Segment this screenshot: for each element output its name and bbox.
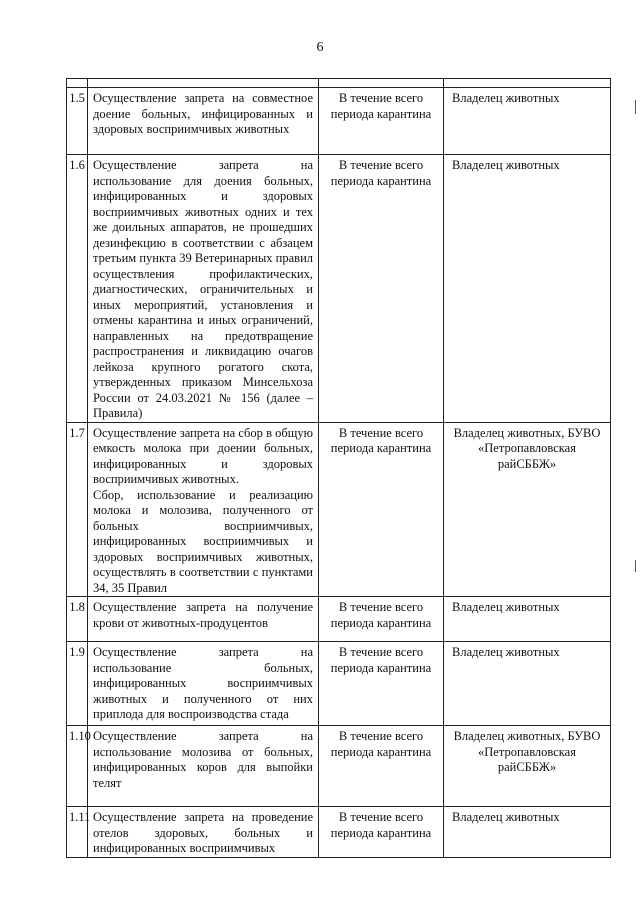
measure-text: Осуществление запрета на получение крови от животных-продуцентов xyxy=(88,597,319,642)
measure-text: Осуществление запрета на проведение отелов здоровых, больных и инфицированных восприимчивых xyxy=(88,807,319,858)
measure-responsible: Владелец животных xyxy=(444,597,611,642)
measure-responsible: Владелец животных, БУВО «Петропавловская райСББЖ» xyxy=(444,422,611,597)
row-number: 1.10 xyxy=(67,726,88,807)
spacer-cell xyxy=(88,79,319,88)
spacer-cell xyxy=(444,79,611,88)
measure-term: В течение всего периода карантина xyxy=(319,155,444,423)
row-number: 1.7 xyxy=(67,422,88,597)
row-number: 1.5 xyxy=(67,88,88,155)
measure-term: В течение всего периода карантина xyxy=(319,807,444,858)
scan-margin-mark xyxy=(635,560,636,572)
spacer-cell xyxy=(67,79,88,88)
table-row xyxy=(67,726,611,807)
measure-term: В течение всего периода карантина xyxy=(319,597,444,642)
row-number: 1.11 xyxy=(67,807,88,858)
spacer-cell xyxy=(319,79,444,88)
measure-responsible: Владелец животных xyxy=(444,642,611,726)
row-number: 1.9 xyxy=(67,642,88,726)
table-row xyxy=(67,597,611,642)
scan-margin-mark xyxy=(635,100,636,114)
measure-text: Осуществление запрета на использование молозива от больных, инфицированных коров для выпойки телят xyxy=(88,726,319,807)
table-row xyxy=(67,807,611,858)
measure-text: Осуществление запрета на совместное доение больных, инфицированных и здоровых восприимчивых животных xyxy=(88,88,319,155)
table-row xyxy=(67,642,611,726)
row-number: 1.6 xyxy=(67,155,88,423)
measure-responsible: Владелец животных, БУВО «Петропавловская райСББЖ» xyxy=(444,726,611,807)
measure-responsible: Владелец животных xyxy=(444,88,611,155)
measure-term: В течение всего периода карантина xyxy=(319,726,444,807)
row-number: 1.8 xyxy=(67,597,88,642)
measure-text: Осуществление запрета на использование больных, инфицированных восприимчивых животных и полученного от них приплода для воспроизводства стада xyxy=(88,642,319,726)
measure-responsible: Владелец животных xyxy=(444,155,611,423)
measure-term: В течение всего периода карантина xyxy=(319,422,444,597)
measure-term: В течение всего периода карантина xyxy=(319,642,444,726)
table-row xyxy=(67,88,611,155)
quarantine-measures-table xyxy=(66,78,611,858)
measure-term: В течение всего периода карантина xyxy=(319,88,444,155)
table-top-spacer-row xyxy=(67,79,611,88)
measure-responsible: Владелец животных xyxy=(444,807,611,858)
measure-text: Осуществление запрета на использование для доения больных, инфицированных и здоровых восприимчивых животных одних и тех же доильных аппаратов, не прошедших дезинфекцию в соответствии с абзацем третьим пункта 39 Ветеринарных правил осуществления профилактических, диагностических, ограничительных и иных мероприятий, установления и отмены карантина и иных ограничений, направленных на предотвращение распространения и ликвидацию очагов лейкоза крупного рогатого скота, утвержденных приказом Минсельхоза России от 24.03.2021 № 156 (далее – Правила) xyxy=(88,155,319,423)
page-number: 6 xyxy=(316,40,324,55)
table-row xyxy=(67,422,611,597)
measure-text: Осуществление запрета на сбор в общую емкость молока при доении больных, инфицированных и здоровых восприимчивых животных. Сбор, использование и реализацию молока и молозива, полученного от больных восприимчивых, инфицированных восприимчивых и здоровых восприимчивых животных, осуществлять в соответствии с пунктами 34, 35 Правил xyxy=(88,422,319,597)
table-row xyxy=(67,155,611,423)
